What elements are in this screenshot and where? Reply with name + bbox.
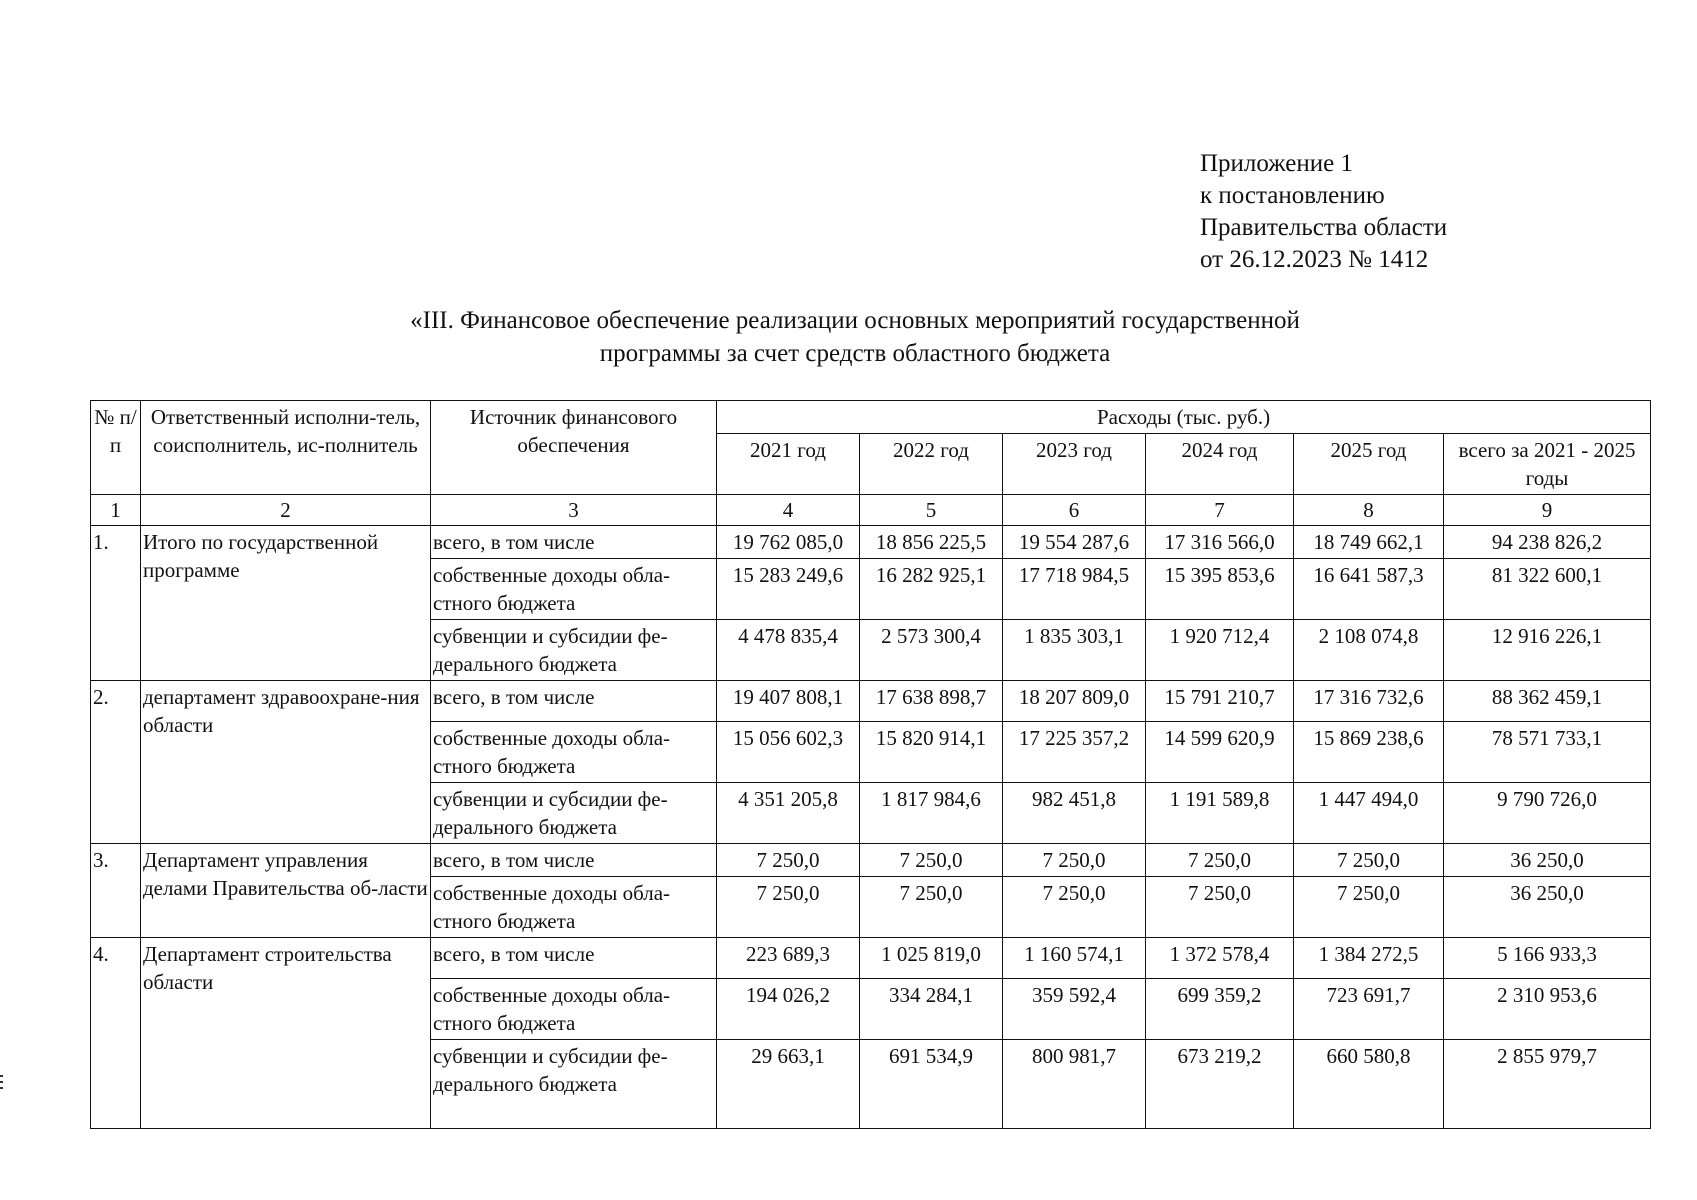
- appendix-line: Правительства области: [1200, 214, 1448, 241]
- row-responsible: Департамент строительства области: [141, 938, 431, 1129]
- cell-2024: 1 191 589,8: [1146, 783, 1294, 844]
- table-row: [91, 844, 1651, 877]
- cell-2024: 1 920 712,4: [1146, 620, 1294, 681]
- cell-2025: 1 447 494,0: [1294, 783, 1444, 844]
- cell-2025: 15 869 238,6: [1294, 722, 1444, 783]
- cell-2021: 4 351 205,8: [717, 783, 860, 844]
- appendix-line: к постановлению: [1200, 182, 1385, 209]
- cell-2021: 15 056 602,3: [717, 722, 860, 783]
- cell-2021: 7 250,0: [717, 877, 860, 938]
- cell-2021: 4 478 835,4: [717, 620, 860, 681]
- cell-total: 36 250,0: [1444, 877, 1651, 938]
- row-num: 2.: [91, 681, 141, 844]
- header-year: 2022 год: [860, 434, 1003, 495]
- title-line: «III. Финансовое обеспечение реализации основных мероприятий государственной: [410, 307, 1300, 334]
- appendix-line: Приложение 1: [1200, 150, 1353, 177]
- row-source: собственные доходы обла-стного бюджета: [431, 979, 717, 1040]
- header-year: 2021 год: [717, 434, 860, 495]
- cell-2024: 7 250,0: [1146, 844, 1294, 877]
- cell-2023: 1 160 574,1: [1003, 938, 1146, 979]
- table-row: [91, 526, 1651, 559]
- column-number: 1: [91, 495, 141, 526]
- cell-2021: 29 663,1: [717, 1040, 860, 1129]
- cell-2022: 15 820 914,1: [860, 722, 1003, 783]
- cell-total: 36 250,0: [1444, 844, 1651, 877]
- cell-total: 2 310 953,6: [1444, 979, 1651, 1040]
- header-total: всего за 2021 - 2025 годы: [1444, 434, 1651, 495]
- cell-2022: 7 250,0: [860, 844, 1003, 877]
- cell-2025: 7 250,0: [1294, 844, 1444, 877]
- table-row: [91, 681, 1651, 722]
- cell-2022: 2 573 300,4: [860, 620, 1003, 681]
- cell-2023: 7 250,0: [1003, 844, 1146, 877]
- cell-2025: 17 316 732,6: [1294, 681, 1444, 722]
- cell-2021: 223 689,3: [717, 938, 860, 979]
- scan-edge-marks: [0, 1075, 4, 1093]
- cell-total: 5 166 933,3: [1444, 938, 1651, 979]
- cell-2024: 673 219,2: [1146, 1040, 1294, 1129]
- row-source: субвенции и субсидии фе-дерального бюджета: [431, 620, 717, 681]
- appendix-line: от 26.12.2023 № 1412: [1200, 246, 1429, 273]
- cell-2024: 15 395 853,6: [1146, 559, 1294, 620]
- cell-2021: 15 283 249,6: [717, 559, 860, 620]
- cell-2022: 334 284,1: [860, 979, 1003, 1040]
- document-title: [240, 304, 1470, 370]
- cell-total: 12 916 226,1: [1444, 620, 1651, 681]
- cell-2024: 1 372 578,4: [1146, 938, 1294, 979]
- cell-2024: 17 316 566,0: [1146, 526, 1294, 559]
- table-row: [91, 938, 1651, 979]
- scan-mark: [0, 1081, 3, 1083]
- header-year: 2023 год: [1003, 434, 1146, 495]
- header-num: № п/п: [91, 401, 141, 495]
- header-responsible: Ответственный исполни-тель, соисполнитель, ис-полнитель: [141, 401, 431, 495]
- cell-2021: 19 762 085,0: [717, 526, 860, 559]
- row-num: 3.: [91, 844, 141, 938]
- row-num: 1.: [91, 526, 141, 681]
- header-year: 2025 год: [1294, 434, 1444, 495]
- cell-2025: 7 250,0: [1294, 877, 1444, 938]
- row-source: всего, в том числе: [431, 681, 717, 722]
- row-source: всего, в том числе: [431, 526, 717, 559]
- cell-2023: 17 718 984,5: [1003, 559, 1146, 620]
- cell-2025: 2 108 074,8: [1294, 620, 1444, 681]
- cell-2025: 18 749 662,1: [1294, 526, 1444, 559]
- cell-2024: 699 359,2: [1146, 979, 1294, 1040]
- column-number: 2: [141, 495, 431, 526]
- cell-2023: 7 250,0: [1003, 877, 1146, 938]
- cell-2023: 800 981,7: [1003, 1040, 1146, 1129]
- row-source: всего, в том числе: [431, 938, 717, 979]
- cell-2025: 1 384 272,5: [1294, 938, 1444, 979]
- cell-2022: 17 638 898,7: [860, 681, 1003, 722]
- header-source: Источник финансового обеспечения: [431, 401, 717, 495]
- cell-2025: 660 580,8: [1294, 1040, 1444, 1129]
- cell-2021: 194 026,2: [717, 979, 860, 1040]
- cell-2023: 17 225 357,2: [1003, 722, 1146, 783]
- cell-2025: 16 641 587,3: [1294, 559, 1444, 620]
- row-responsible: департамент здравоохране-ния области: [141, 681, 431, 844]
- cell-2024: 15 791 210,7: [1146, 681, 1294, 722]
- cell-2023: 18 207 809,0: [1003, 681, 1146, 722]
- row-source: собственные доходы обла-стного бюджета: [431, 877, 717, 938]
- appendix-block: [1200, 148, 1447, 276]
- cell-total: 9 790 726,0: [1444, 783, 1651, 844]
- column-number: 4: [717, 495, 860, 526]
- cell-total: 88 362 459,1: [1444, 681, 1651, 722]
- header-year: 2024 год: [1146, 434, 1294, 495]
- cell-total: 94 238 826,2: [1444, 526, 1651, 559]
- cell-2022: 7 250,0: [860, 877, 1003, 938]
- column-number: 7: [1146, 495, 1294, 526]
- cell-2022: 1 025 819,0: [860, 938, 1003, 979]
- title-line: программы за счет средств областного бюджета: [599, 340, 1111, 367]
- row-source: собственные доходы обла-стного бюджета: [431, 559, 717, 620]
- row-responsible: Итого по государственной программе: [141, 526, 431, 681]
- column-number: 5: [860, 495, 1003, 526]
- column-number: 8: [1294, 495, 1444, 526]
- row-source: субвенции и субсидии фе-дерального бюджета: [431, 1040, 717, 1129]
- cell-total: 81 322 600,1: [1444, 559, 1651, 620]
- cell-2021: 7 250,0: [717, 844, 860, 877]
- cell-2023: 1 835 303,1: [1003, 620, 1146, 681]
- cell-2025: 723 691,7: [1294, 979, 1444, 1040]
- header-expenses: Расходы (тыс. руб.): [717, 401, 1651, 434]
- scan-mark: [0, 1075, 3, 1077]
- budget-table: [90, 400, 1651, 1129]
- cell-2022: 18 856 225,5: [860, 526, 1003, 559]
- column-number: 6: [1003, 495, 1146, 526]
- scan-mark: [0, 1087, 3, 1089]
- cell-2023: 19 554 287,6: [1003, 526, 1146, 559]
- cell-2022: 691 534,9: [860, 1040, 1003, 1129]
- row-source: собственные доходы обла-стного бюджета: [431, 722, 717, 783]
- row-source: всего, в том числе: [431, 844, 717, 877]
- cell-total: 2 855 979,7: [1444, 1040, 1651, 1129]
- cell-2024: 14 599 620,9: [1146, 722, 1294, 783]
- cell-2024: 7 250,0: [1146, 877, 1294, 938]
- column-number: 9: [1444, 495, 1651, 526]
- row-source: субвенции и субсидии фе-дерального бюджета: [431, 783, 717, 844]
- cell-total: 78 571 733,1: [1444, 722, 1651, 783]
- cell-2023: 982 451,8: [1003, 783, 1146, 844]
- cell-2023: 359 592,4: [1003, 979, 1146, 1040]
- row-num: 4.: [91, 938, 141, 1129]
- column-number: 3: [431, 495, 717, 526]
- cell-2022: 16 282 925,1: [860, 559, 1003, 620]
- row-responsible: Департамент управления делами Правительства об-ласти: [141, 844, 431, 938]
- cell-2022: 1 817 984,6: [860, 783, 1003, 844]
- cell-2021: 19 407 808,1: [717, 681, 860, 722]
